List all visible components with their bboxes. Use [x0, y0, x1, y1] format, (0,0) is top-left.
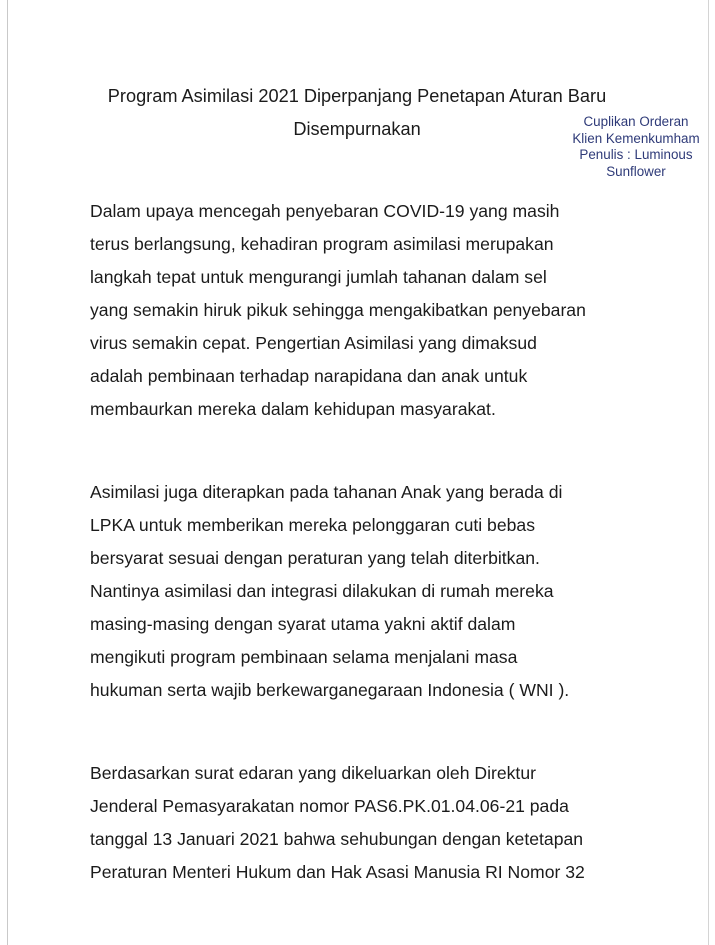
- watermark-line: Cuplikan Orderan: [583, 114, 689, 129]
- text-line: LPKA untuk memberikan mereka pelonggaran cuti bebas: [90, 515, 535, 535]
- text-line: Jenderal Pemasyarakatan nomor PAS6.PK.01.04.06-21 pada: [90, 796, 569, 816]
- paragraph-1: [90, 195, 690, 426]
- text-line: adalah pembinaan terhadap narapidana dan anak untuk: [90, 366, 528, 386]
- document-title: [80, 80, 634, 146]
- text-line: Dalam upaya mencegah penyebaran COVID-19 yang masih: [90, 201, 560, 221]
- paragraph-2: [90, 476, 690, 707]
- text-line: langkah tepat untuk mengurangi jumlah tahanan dalam sel: [90, 267, 547, 287]
- watermark-note: [561, 114, 711, 180]
- text-line: Peraturan Menteri Hukum dan Hak Asasi Manusia RI Nomor 32: [90, 862, 585, 882]
- text-line: Nantinya asimilasi dan integrasi dilakukan di rumah mereka: [90, 581, 554, 601]
- watermark-line: Penulis : Luminous: [579, 147, 693, 162]
- title-line: Disempurnakan: [293, 119, 421, 139]
- text-line: bersyarat sesuai dengan peraturan yang telah diterbitkan.: [90, 548, 540, 568]
- text-line: Berdasarkan surat edaran yang dikeluarkan oleh Direktur: [90, 763, 536, 783]
- text-line: membaurkan mereka dalam kehidupan masyarakat.: [90, 399, 496, 419]
- text-line: yang semakin hiruk pikuk sehingga mengakibatkan penyebaran: [90, 300, 586, 320]
- text-line: virus semakin cepat. Pengertian Asimilasi yang dimaksud: [90, 333, 537, 353]
- text-line: masing-masing dengan syarat utama yakni aktif dalam: [90, 614, 516, 634]
- text-line: terus berlangsung, kehadiran program asimilasi merupakan: [90, 234, 554, 254]
- text-line: tanggal 13 Januari 2021 bahwa sehubungan dengan ketetapan: [90, 829, 584, 849]
- watermark-line: Klien Kemenkumham: [572, 130, 700, 146]
- page-edge-left: [7, 0, 8, 945]
- title-line: Program Asimilasi 2021 Diperpanjang Penetapan Aturan Baru: [107, 86, 607, 106]
- text-line: Asimilasi juga diterapkan pada tahanan Anak yang berada di: [90, 482, 563, 502]
- paragraph-3: [90, 757, 690, 889]
- text-line: hukuman serta wajib berkewarganegaraan Indonesia ( WNI ).: [90, 680, 570, 700]
- text-line: mengikuti program pembinaan selama menjalani masa: [90, 647, 518, 667]
- watermark-line: Sunflower: [606, 163, 666, 179]
